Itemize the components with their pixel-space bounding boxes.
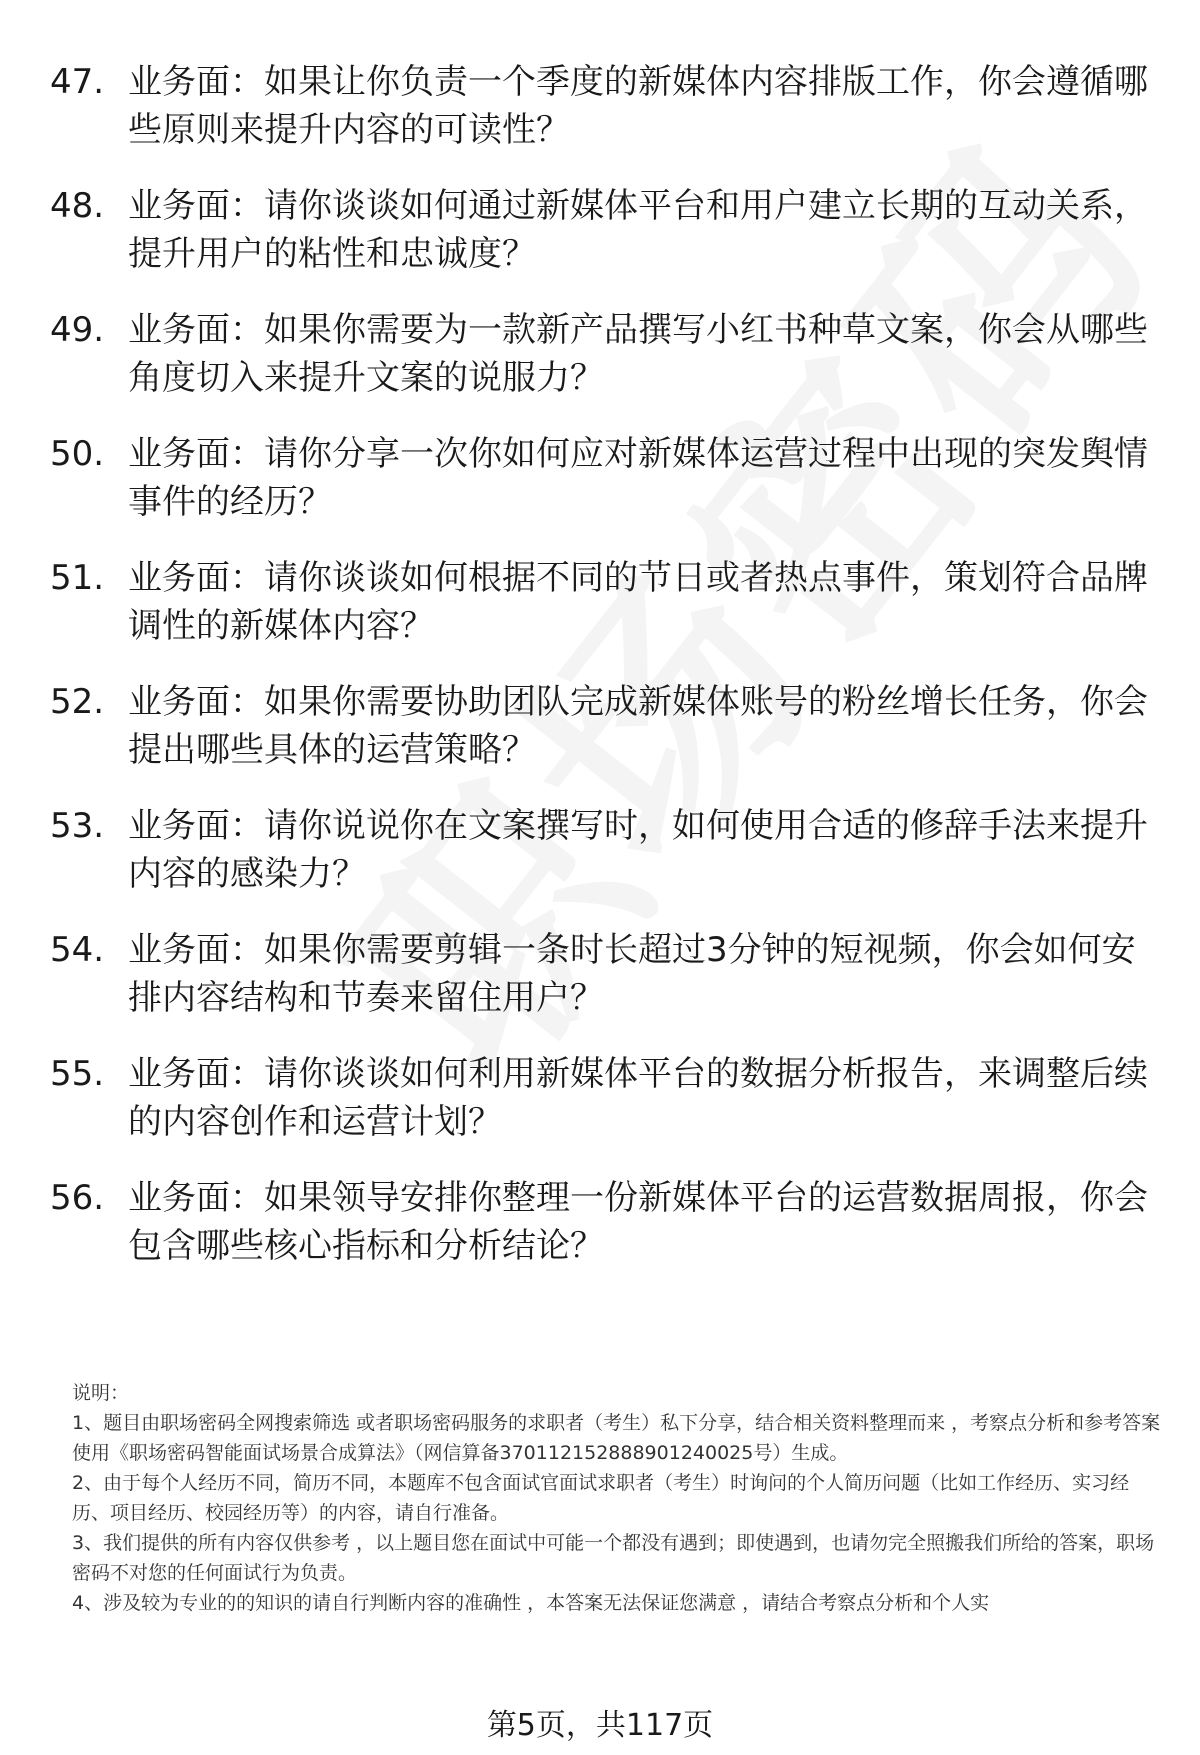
question-number: 55. bbox=[50, 1054, 105, 1094]
question-text: 业务面：请你谈谈如何根据不同的节日或者热点事件，策划符合品牌调性的新媒体内容？ bbox=[128, 558, 1148, 646]
question-text: 业务面：如果你需要剪辑一条时长超过3分钟的短视频，你会如何安排内容结构和节奏来留住用户？ bbox=[128, 930, 1136, 1018]
question-text: 业务面：请你谈谈如何通过新媒体平台和用户建立长期的互动关系，提升用户的粘性和忠诚度？ bbox=[128, 186, 1148, 274]
question-number: 50. bbox=[50, 434, 105, 474]
question-number: 49. bbox=[50, 310, 105, 350]
question-number: 56. bbox=[50, 1178, 105, 1218]
question-text: 业务面：如果你需要协助团队完成新媒体账号的粉丝增长任务，你会提出哪些具体的运营策略？ bbox=[128, 682, 1148, 770]
question-text: 业务面：如果领导安排你整理一份新媒体平台的运营数据周报，你会包含哪些核心指标和分析结论？ bbox=[128, 1178, 1148, 1266]
question-text: 业务面：请你说说你在文案撰写时，如何使用合适的修辞手法来提升内容的感染力？ bbox=[128, 806, 1148, 894]
question-item bbox=[50, 1174, 1160, 1270]
question-item bbox=[50, 926, 1160, 1022]
question-item bbox=[50, 430, 1160, 526]
question-number: 51. bbox=[50, 558, 105, 598]
question-item bbox=[50, 58, 1160, 154]
question-item bbox=[50, 306, 1160, 402]
question-number: 53. bbox=[50, 806, 105, 846]
note-item: 2、由于每个人经历不同，简历不同，本题库不包含面试官面试求职者（考生）时询问的个人简历问题（比如工作经历、实习经历、项目经历、校园经历等）的内容，请自行准备。 bbox=[72, 1472, 1130, 1524]
question-item bbox=[50, 554, 1160, 650]
question-item bbox=[50, 182, 1160, 278]
page-footer: 第5页，共117页 bbox=[486, 1708, 714, 1743]
question-text: 业务面：请你分享一次你如何应对新媒体运营过程中出现的突发舆情事件的经历？ bbox=[128, 434, 1148, 522]
question-item bbox=[50, 1050, 1160, 1146]
question-number: 48. bbox=[50, 186, 105, 226]
question-text: 业务面：请你谈谈如何利用新媒体平台的数据分析报告，来调整后续的内容创作和运营计划？ bbox=[128, 1054, 1148, 1142]
note-item: 3、我们提供的所有内容仅供参考 ，以上题目您在面试中可能一个都没有遇到；即使遇到，也请勿完全照搬我们所给的答案，职场密码不对您的任何面试行为负责。 bbox=[72, 1532, 1155, 1584]
note-item: 4、涉及较为专业的的知识的请自行判断内容的准确性 ，本答案无法保证您满意 ，请结合考察点分析和个人实 bbox=[72, 1592, 990, 1614]
question-number: 47. bbox=[50, 62, 105, 102]
question-number: 52. bbox=[50, 682, 105, 722]
question-text: 业务面：如果你需要为一款新产品撰写小红书种草文案，你会从哪些角度切入来提升文案的说服力？ bbox=[128, 310, 1148, 398]
question-item bbox=[50, 802, 1160, 898]
notes-heading: 说明： bbox=[72, 1382, 130, 1404]
question-number: 54. bbox=[50, 930, 105, 970]
notes-section bbox=[72, 1378, 1162, 1618]
question-text: 业务面：如果让你负责一个季度的新媒体内容排版工作，你会遵循哪些原则来提升内容的可读性？ bbox=[128, 62, 1148, 150]
question-item bbox=[50, 678, 1160, 774]
question-list bbox=[50, 58, 1160, 1298]
note-item: 1、题目由职场密码全网搜索筛选 或者职场密码服务的求职者（考生）私下分享，结合相关资料整理而来 ，考察点分析和参考答案使用《职场密码智能面试场景合成算法》（网信算备370112152888901240025号）生成。 bbox=[72, 1412, 1161, 1464]
